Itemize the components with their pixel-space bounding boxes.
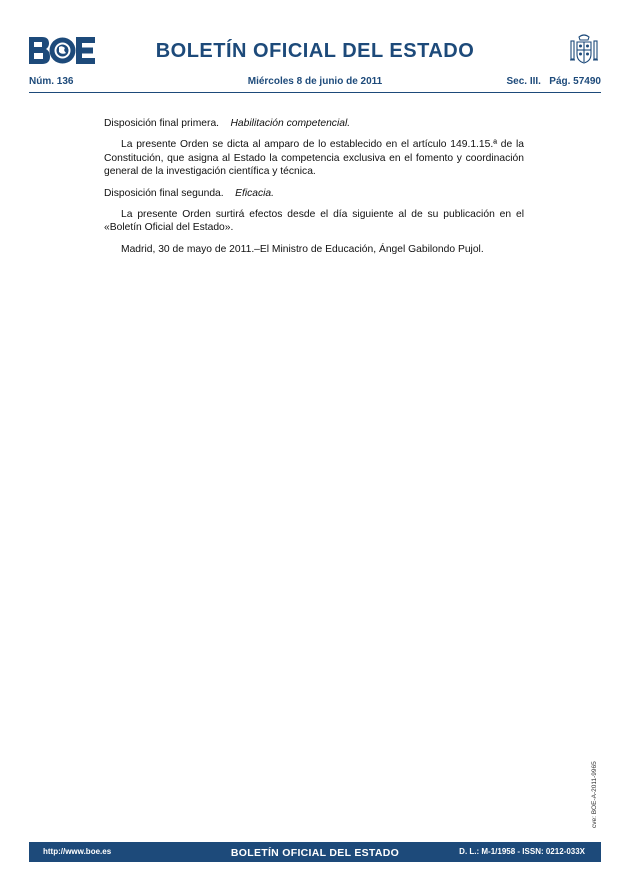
final-provision-2-title [104, 187, 524, 200]
section-page: Sec. III. Pág. 57490 [506, 76, 601, 87]
provision-heading: Habilitación competencial. [230, 118, 351, 129]
footer-bar [29, 842, 601, 862]
provision-label: Disposición final segunda. [104, 187, 224, 199]
paragraph: La presente Orden surtirá efectos desde el día siguiente al de su publicación en el «Boletín Oficial del Estado». [104, 209, 524, 234]
issue-date: Miércoles 8 de junio de 2011 [247, 76, 383, 87]
coat-of-arms-icon [567, 33, 601, 67]
provision-heading: Eficacia. [235, 187, 275, 199]
footer-legal-deposit: D. L.: M-1/1958 - ISSN: 0212-033X [459, 847, 585, 856]
footer-url-link[interactable]: http://www.boe.es [43, 847, 112, 856]
header-info-bar [29, 76, 601, 90]
paragraph: La presente Orden se dicta al amparo de lo establecido en el artículo 149.1.15.ª de la Constitución, que asigna al Estado la competencia exclusiva en el fomento y coordinación general de la investigación científica y técnica. [104, 139, 524, 178]
header-divider [29, 92, 601, 93]
cve-margin-note: cve: BOE-A-2011-9965 [591, 761, 598, 828]
final-provision-1-title [104, 117, 524, 130]
provision-label: Disposición final primera. [104, 118, 220, 129]
signature-line: Madrid, 30 de mayo de 2011.–El Ministro de Educación, Ángel Gabilondo Pujol. [121, 243, 484, 255]
issue-number: Núm. 136 [29, 76, 74, 87]
page-title: BOLETÍN OFICIAL DEL ESTADO [155, 40, 475, 62]
document-body [104, 117, 524, 264]
footer-title: BOLETÍN OFICIAL DEL ESTADO [230, 847, 400, 859]
